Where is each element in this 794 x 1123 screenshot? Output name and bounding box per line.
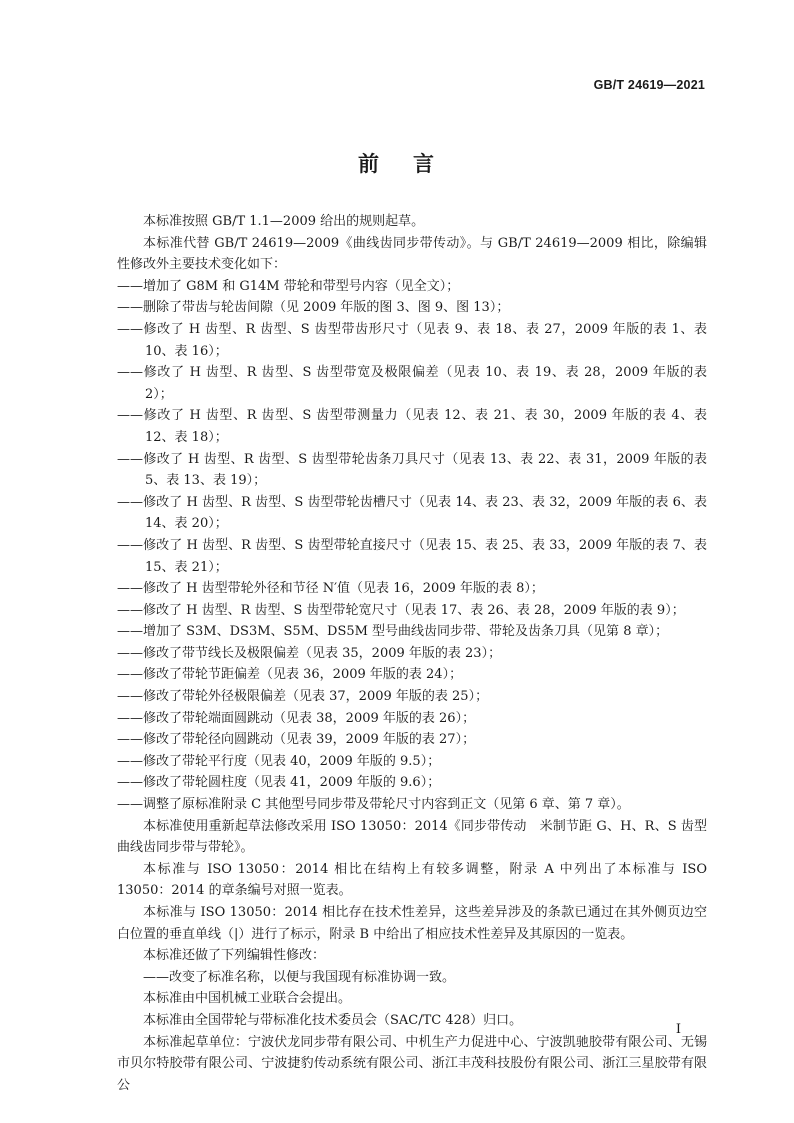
change-list-item: ——修改了 H 齿型、R 齿型、S 齿型带齿形尺寸（见表 9、表 18、表 27，2009 年版的表 1、表 10、表 16）； bbox=[117, 321, 707, 359]
change-list-item: ——修改了 H 齿型、R 齿型、S 齿型带测量力（见表 12、表 21、表 30，2009 年版的表 4、表 12、表 18）； bbox=[117, 408, 707, 445]
change-list-item: ——增加了 S3M、DS3M、S5M、DS5M 型号曲线齿同步带、带轮及齿条刀具（见第 8 章）； bbox=[117, 624, 669, 640]
change-list-item: ——修改了带轮圆柱度（见表 41，2009 年版的 9.6）； bbox=[117, 775, 441, 791]
change-list-item: ——修改了带轮外径极限偏差（见表 37，2009 年版的表 25）； bbox=[117, 689, 489, 705]
change-list-item: ——修改了带节线长及极限偏差（见表 35，2009 年版的表 23）； bbox=[117, 645, 502, 661]
paragraph: 本标准与 ISO 13050：2014 相比在结构上有较多调整，附录 A 中列出了本标准与 ISO 13050：2014 的章条编号对照一览表。 bbox=[117, 861, 707, 899]
change-list-item: ——修改了带轮节距偏差（见表 36，2009 年版的表 24）； bbox=[117, 667, 463, 683]
page-number: I bbox=[675, 1022, 681, 1037]
paragraph: 本标准还做了下列编辑性修改： bbox=[143, 948, 326, 964]
title-part-1: 前 bbox=[358, 152, 381, 176]
change-list-item: ——删除了带齿与轮齿间隙（见 2009 年版的图 3、图 9、图 13）； bbox=[117, 300, 510, 316]
change-list-item: ——修改了 H 齿型、R 齿型、S 齿型带轮直接尺寸（见表 15、表 25、表 33，2009 年版的表 7、表 15、表 21）； bbox=[117, 537, 707, 575]
change-list-item: ——修改了带轮端面圆跳动（见表 38，2009 年版的表 26）； bbox=[117, 710, 476, 726]
paragraph: 本标准与 ISO 13050：2014 相比存在技术性差异，这些差异涉及的条款已通过在其外侧页边空白位置的垂直单线（|）进行了标示，附录 B 中给出了相应技术性差异及其原因的一览表。 bbox=[117, 905, 707, 942]
change-list-item: ——增加了 G8M 和 G14M 带轮和带型号内容（见全文）； bbox=[117, 278, 460, 294]
paragraph: 本标准按照 GB/T 1.1—2009 给出的规则起草。 bbox=[143, 214, 425, 229]
paragraph: ——改变了标准名称，以便与我国现有标准协调一致。 bbox=[143, 969, 456, 985]
change-list-item: ——修改了 H 齿型、R 齿型、S 齿型带宽及极限偏差（见表 10、表 19、表 28，2009 年版的表 2）； bbox=[117, 365, 707, 402]
paragraph: 本标准使用重新起草法修改采用 ISO 13050：2014《同步带传动 米制节距 G、H、R、S 齿型曲线齿同步带与带轮》。 bbox=[117, 818, 707, 856]
paragraph: 本标准代替 GB/T 24619—2009《曲线齿同步带传动》。与 GB/T 24619—2009 相比，除编辑性修改外主要技术变化如下： bbox=[117, 235, 707, 273]
change-list-item: ——修改了 H 齿型、R 齿型、S 齿型带轮宽尺寸（见表 17、表 26、表 28，2009 年版的表 9）； bbox=[117, 602, 685, 618]
paragraph: 本标准起草单位：宁波伏龙同步带有限公司、中机生产力促进中心、宁波凯驰胶带有限公司、无锡市贝尔特胶带有限公司、宁波捷豹传动系统有限公司、浙江丰茂科技股份有限公司、浙江三星胶带有限公 bbox=[117, 1034, 707, 1093]
change-list-item: ——修改了 H 齿型、R 齿型、S 齿型带轮齿条刀具尺寸（见表 13、表 22、表 31，2009 年版的表 5、表 13、表 19）； bbox=[117, 451, 707, 489]
change-list-item: ——修改了 H 齿型、R 齿型、S 齿型带轮齿槽尺寸（见表 14、表 23、表 32，2009 年版的表 6、表 14、表 20）； bbox=[117, 494, 707, 532]
title-part-2: 言 bbox=[413, 152, 436, 176]
change-list-item: ——调整了原标准附录 C 其他型号同步带及带轮尺寸内容到正文（见第 6 章、第 7 章）。 bbox=[117, 797, 630, 813]
standard-code: GB/T 24619—2021 bbox=[593, 78, 705, 92]
change-list-item: ——修改了带轮径向圆跳动（见表 39，2009 年版的表 27）； bbox=[117, 732, 476, 748]
paragraph: 本标准由中国机械工业联合会提出。 bbox=[143, 991, 352, 1007]
paragraph: 本标准由全国带轮与带标准化技术委员会（SAC/TC 428）归口。 bbox=[143, 1012, 523, 1028]
foreword-body bbox=[117, 211, 707, 1096]
page-title bbox=[0, 148, 794, 178]
change-list-item: ——修改了带轮平行度（见表 40，2009 年版的 9.5）； bbox=[117, 753, 441, 769]
change-list-item: ——修改了 H 齿型带轮外径和节径 N′值（见表 16，2009 年版的表 8）； bbox=[117, 581, 544, 597]
